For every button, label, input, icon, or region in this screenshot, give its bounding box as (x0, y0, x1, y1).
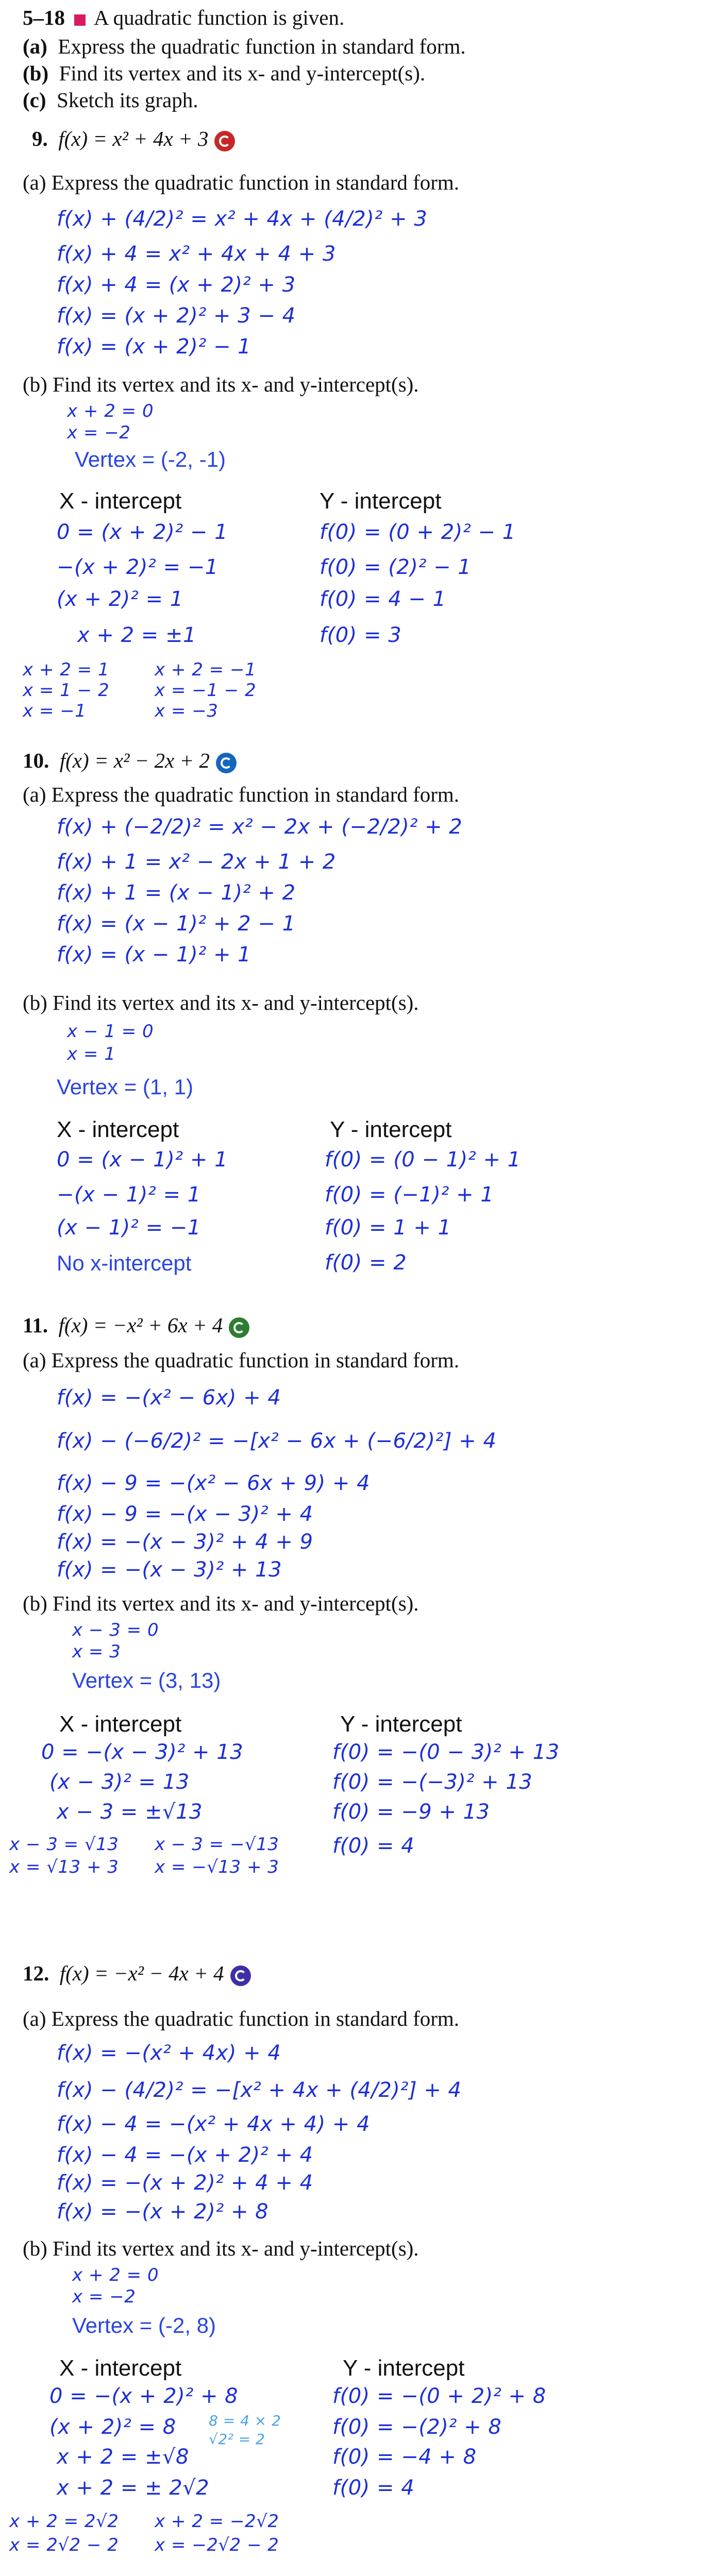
p10-no-x-intercept: No x-intercept (57, 1251, 192, 1275)
p9-y-step-4: f(0) = 3 (320, 623, 402, 647)
p12-step-a-3: f(x) − 4 = −(x² + 4x + 4) + 4 (57, 2112, 371, 2136)
p12-vertex-step-2: x = −2 (72, 2286, 136, 2307)
p9-step-a-4: f(x) = (x + 2)² + 3 − 4 (57, 304, 296, 328)
intro-part-b: (b) Find its vertex and its x- and y-intercept(s). (23, 61, 426, 85)
problem-9-part-b: (b) Find its vertex and its x- and y-intercept(s). (23, 372, 419, 396)
problem-12-title: 12. f(x) = −x² − 4x + 4 (23, 1961, 251, 1986)
problem-12-function: f(x) = −x² − 4x + 4 (59, 1961, 224, 1985)
p12-vertex: Vertex = (-2, 8) (72, 2313, 216, 2337)
problem-9-part-a: (a) Express the quadratic function in standard form. (23, 171, 460, 194)
p9-x-step-4: x + 2 = ±1 (77, 623, 196, 647)
p10-y-step-1: f(0) = (0 − 1)² + 1 (325, 1148, 521, 1172)
problem-11-function: f(x) = −x² + 6x + 4 (58, 1313, 223, 1337)
p10-x-step-1: 0 = (x − 1)² + 1 (57, 1148, 228, 1172)
p11-x-right-2: x = −√13 + 3 (155, 1857, 279, 1877)
video-link-icon[interactable] (229, 1317, 249, 1338)
exercise-header (23, 5, 344, 30)
p11-x-step-2: (x − 3)² = 13 (49, 1770, 190, 1794)
p12-x-step-4: x + 2 = ± 2√2 (57, 2476, 210, 2500)
p12-x-right-1: x + 2 = −2√2 (155, 2511, 279, 2532)
p11-vertex: Vertex = (3, 13) (72, 1668, 221, 1692)
problem-10-function: f(x) = x² − 2x + 2 (59, 749, 210, 772)
p11-step-a-5: f(x) = −(x − 3)² + 4 + 9 (57, 1530, 313, 1554)
p10-y-step-2: f(0) = (−1)² + 1 (325, 1183, 494, 1207)
p10-step-a-4: f(x) = (x − 1)² + 2 − 1 (57, 912, 296, 936)
square-marker-icon (74, 14, 86, 26)
p9-y-intercept-heading: Y - intercept (320, 488, 442, 514)
p10-step-a-3: f(x) + 1 = (x − 1)² + 2 (57, 881, 296, 905)
p9-vertex: Vertex = (-2, -1) (75, 447, 226, 471)
p9-x-intercept-heading: X - intercept (59, 488, 182, 514)
problem-10-title: 10. f(x) = x² − 2x + 2 (23, 748, 237, 773)
p11-y-step-2: f(0) = −(−3)² + 13 (332, 1770, 533, 1794)
p12-x-intercept-heading: X - intercept (59, 2355, 182, 2381)
p12-y-step-4: f(0) = 4 (332, 2476, 415, 2500)
p11-step-a-2: f(x) − (−6/2)² = −[x² − 6x + (−6/2)²] + 4 (57, 1429, 497, 1453)
p12-aside-2: √2² = 2 (209, 2431, 265, 2448)
p10-step-a-1: f(x) + (−2/2)² = x² − 2x + (−2/2)² + 2 (57, 815, 463, 839)
p10-x-step-2: −(x − 1)² = 1 (57, 1183, 201, 1207)
problem-11-part-a: (a) Express the quadratic function in standard form. (23, 1348, 460, 1372)
p12-vertex-step-1: x + 2 = 0 (72, 2265, 159, 2285)
p11-step-a-6: f(x) = −(x − 3)² + 13 (57, 1558, 282, 1582)
p11-vertex-step-1: x − 3 = 0 (72, 1620, 159, 1640)
problem-10-part-a: (a) Express the quadratic function in standard form. (23, 783, 460, 806)
p11-step-a-4: f(x) − 9 = −(x − 3)² + 4 (57, 1502, 313, 1526)
p12-x-step-1: 0 = −(x + 2)² + 8 (49, 2384, 239, 2408)
p10-y-step-3: f(0) = 1 + 1 (325, 1216, 451, 1240)
p11-y-step-1: f(0) = −(0 − 3)² + 13 (332, 1740, 560, 1764)
intro-part-c: (c) Sketch its graph. (23, 88, 198, 112)
p9-x-right-1: x + 2 = −1 (155, 659, 257, 680)
problem-9-function: f(x) = x² + 4x + 3 (58, 127, 209, 150)
p9-step-a-5: f(x) = (x + 2)² − 1 (57, 335, 251, 359)
p11-x-intercept-heading: X - intercept (59, 1711, 182, 1737)
p9-step-a-1: f(x) + (4/2)² = x² + 4x + (4/2)² + 3 (57, 207, 428, 231)
p9-x-left-2: x = 1 − 2 (23, 680, 110, 701)
p10-vertex-step-1: x − 1 = 0 (67, 1021, 154, 1042)
p12-x-left-1: x + 2 = 2√2 (9, 2511, 119, 2532)
problem-11-title: 11. f(x) = −x² + 6x + 4 (23, 1313, 249, 1338)
intro-part-a: (a) Express the quadratic function in standard form. (23, 35, 466, 58)
p10-y-intercept-heading: Y - intercept (330, 1117, 452, 1142)
p9-y-step-1: f(0) = (0 + 2)² − 1 (320, 520, 516, 544)
video-link-icon[interactable] (216, 753, 237, 773)
p11-x-left-2: x = √13 + 3 (9, 1857, 119, 1877)
p12-y-step-1: f(0) = −(0 + 2)² + 8 (332, 2384, 546, 2408)
p12-x-step-2: (x + 2)² = 8 (49, 2415, 176, 2439)
p12-step-a-2: f(x) − (4/2)² = −[x² + 4x + (4/2)²] + 4 (57, 2078, 462, 2102)
exercise-range: 5–18 (23, 6, 65, 29)
p10-x-step-3: (x − 1)² = −1 (57, 1216, 201, 1240)
exercise-statement: A quadratic function is given. (94, 6, 345, 29)
p11-x-left-1: x − 3 = √13 (9, 1834, 119, 1855)
p12-x-left-2: x = 2√2 − 2 (9, 2535, 119, 2555)
p11-x-right-1: x − 3 = −√13 (155, 1834, 279, 1855)
p12-x-step-3: x + 2 = ±√8 (57, 2445, 189, 2469)
problem-10-part-b: (b) Find its vertex and its x- and y-intercept(s). (23, 991, 419, 1014)
p12-y-step-2: f(0) = −(2)² + 8 (332, 2415, 502, 2439)
p9-x-step-2: −(x + 2)² = −1 (57, 555, 219, 579)
p9-x-left-3: x = −1 (23, 701, 87, 721)
video-link-icon[interactable] (214, 131, 235, 151)
p11-y-step-3: f(0) = −9 + 13 (332, 1800, 490, 1824)
p10-x-intercept-heading: X - intercept (57, 1117, 179, 1142)
p11-y-intercept-heading: Y - intercept (340, 1711, 462, 1737)
p12-step-a-4: f(x) − 4 = −(x + 2)² + 4 (57, 2143, 313, 2167)
p10-vertex-step-2: x = 1 (67, 1044, 116, 1064)
p9-vertex-step-2: x = −2 (67, 422, 131, 443)
p11-step-a-1: f(x) = −(x² − 6x) + 4 (57, 1386, 281, 1410)
p12-aside-1: 8 = 4 × 2 (209, 2412, 281, 2429)
p11-step-a-3: f(x) − 9 = −(x² − 6x + 9) + 4 (57, 1471, 371, 1495)
p10-vertex: Vertex = (1, 1) (57, 1075, 193, 1099)
p9-x-step-1: 0 = (x + 2)² − 1 (57, 520, 228, 544)
p9-step-a-3: f(x) + 4 = (x + 2)² + 3 (57, 273, 296, 297)
p9-y-step-2: f(0) = (2)² − 1 (320, 555, 472, 579)
p11-y-step-4: f(0) = 4 (332, 1834, 415, 1858)
problem-11-part-b: (b) Find its vertex and its x- and y-intercept(s). (23, 1591, 419, 1615)
problem-12-part-a: (a) Express the quadratic function in standard form. (23, 2007, 460, 2030)
p9-x-right-2: x = −1 − 2 (155, 680, 257, 701)
p12-y-step-3: f(0) = −4 + 8 (332, 2445, 477, 2469)
video-link-icon[interactable] (230, 1965, 251, 1986)
p10-y-step-4: f(0) = 2 (325, 1251, 407, 1275)
p9-x-right-3: x = −3 (155, 701, 219, 721)
p12-y-intercept-heading: Y - intercept (343, 2355, 465, 2381)
p12-step-a-1: f(x) = −(x² + 4x) + 4 (57, 2041, 281, 2065)
p9-y-step-3: f(0) = 4 − 1 (320, 587, 446, 611)
problem-9-title: 9. f(x) = x² + 4x + 3 (32, 126, 235, 151)
p11-x-step-1: 0 = −(x − 3)² + 13 (41, 1740, 244, 1764)
p12-step-a-6: f(x) = −(x + 2)² + 8 (57, 2200, 269, 2224)
p11-vertex-step-2: x = 3 (72, 1641, 121, 1662)
p10-step-a-2: f(x) + 1 = x² − 2x + 1 + 2 (57, 850, 336, 874)
problem-12-part-b: (b) Find its vertex and its x- and y-intercept(s). (23, 2236, 419, 2260)
p9-step-a-2: f(x) + 4 = x² + 4x + 4 + 3 (57, 242, 336, 266)
p9-x-left-1: x + 2 = 1 (23, 659, 110, 680)
p12-step-a-5: f(x) = −(x + 2)² + 4 + 4 (57, 2171, 313, 2195)
p12-x-right-2: x = −2√2 − 2 (155, 2535, 279, 2555)
p10-step-a-5: f(x) = (x − 1)² + 1 (57, 943, 251, 967)
p9-x-step-3: (x + 2)² = 1 (57, 587, 183, 611)
p9-vertex-step-1: x + 2 = 0 (67, 401, 154, 421)
p11-x-step-3: x − 3 = ±√13 (57, 1800, 203, 1824)
